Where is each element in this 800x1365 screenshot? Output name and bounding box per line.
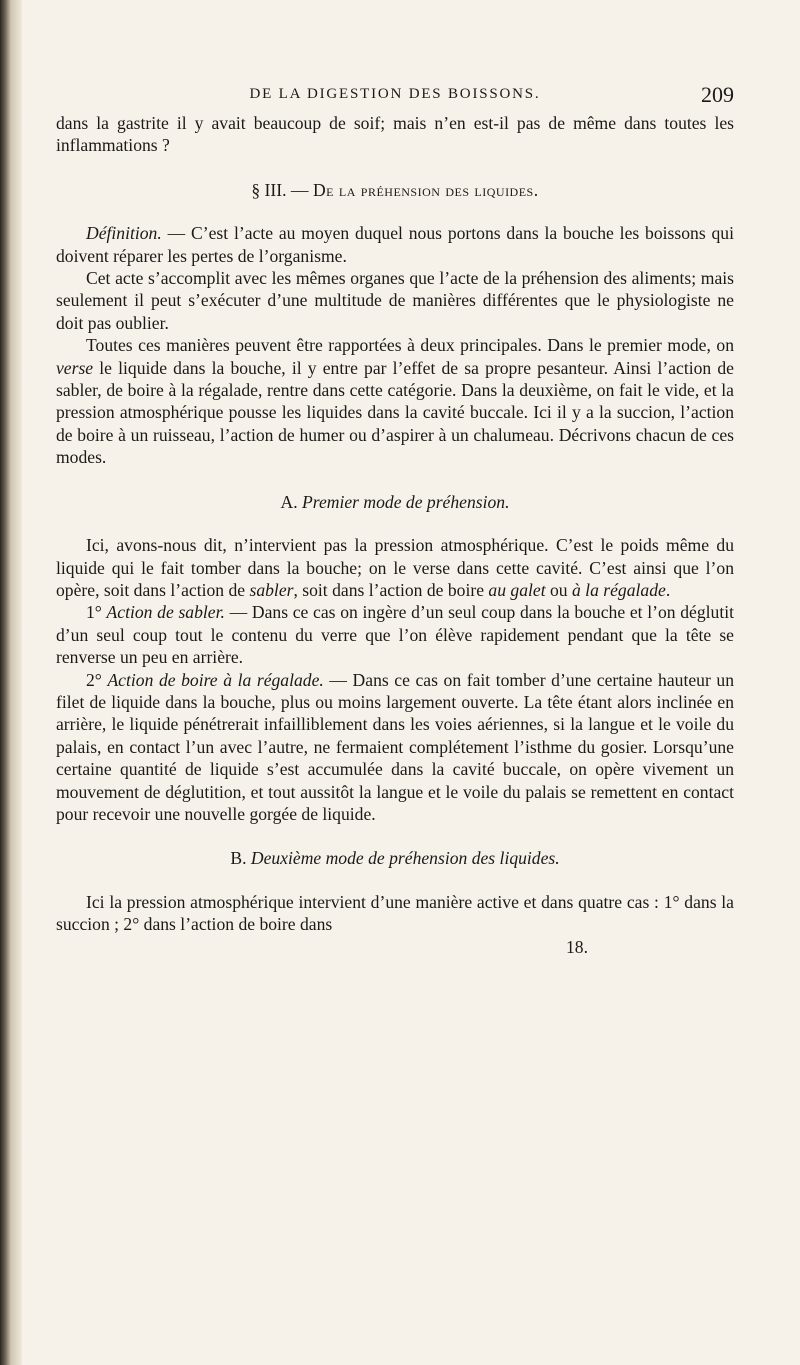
text-run: Ici, avons-nous dit, n’intervient pas la pression atmosphérique. C’est le poids même du liquide qui le fait tomber dans la bouche; on le verse dans cette cavité. C’est ainsi que l’on opère, soit dans l’action de — [56, 535, 734, 600]
subheading-b-title: Deuxième mode de préhension des liquides. — [250, 848, 560, 869]
running-title: DE LA DIGESTION DES BOISSONS. — [249, 86, 541, 102]
emphasis-regalade: à la régalade — [571, 579, 666, 600]
paragraph-continuation: dans la gastrite il y avait beaucoup de soif; mais n’en est-il pas de même dans toutes les inflammations ? — [56, 113, 734, 156]
item-text: — Dans ce cas on ingère d’un seul coup dans la bouche et l’on déglutit d’un seul coup tout le contenu du verre que l’on élève rapidement pendant que la tête se renverse un peu en arrière. — [56, 602, 735, 668]
subheading-a — [56, 491, 734, 513]
item-label: Action de boire à la régalade. — [107, 669, 324, 690]
running-head — [56, 84, 734, 108]
text-run: le liquide dans la bouche, il y entre par l’effet de sa propre pesanteur. Ainsi l’action de sabler, de boire à la régalade, rentre dans cette catégorie. Dans la deuxième, on fait le vide, et la pression atmosphérique pousse les liquides dans la cavité buccale. Ici il y a la succion, l’action de boire à un ruisseau, l’action de humer ou d’aspirer à un chalumeau. Décrivons chacun de ces modes. — [56, 357, 734, 468]
text-run: ou — [545, 579, 572, 600]
paragraph-first-mode — [56, 534, 734, 601]
text-run: . — [665, 579, 671, 600]
definition-text: — C’est l’acte au moyen duquel nous portons dans la bouche les boissons qui doivent réparer les pertes de l’organisme. — [56, 223, 734, 266]
subheading-a-letter: A. — [280, 491, 298, 512]
section-number: § III. — — [251, 179, 309, 200]
section-title: De la préhension des liquides. — [312, 179, 539, 200]
section-heading — [56, 179, 734, 201]
subheading-a-title: Premier mode de préhension. — [302, 491, 510, 512]
item-text: — Dans ce cas on fait tomber d’une certaine hauteur un filet de liquide dans la bouche, plus ou moins largement ouverte. La tête étant alors inclinée en arrière, le liquide pénétrerait infailliblement dans les voies aériennes, si la langue et le voile du palais, en contact l’un avec l’autre, ne fermaient complétement l’isthme du gosier. Lorsqu’une certaine quantité de liquide s’est accumulée dans la cavité buccale, on opère vivement un mouvement de déglutition, et tout aussitôt la langue et le voile du palais se remettent en contact pour recevoir une nouvelle gorgée de liquide. — [56, 669, 734, 824]
signature-mark: 18. — [566, 936, 588, 957]
emphasis-sabler: sabler — [249, 579, 294, 600]
paragraph-sabler — [56, 601, 734, 668]
paragraph-regalade — [56, 669, 734, 826]
item-label: Action de sabler. — [106, 602, 225, 623]
paragraph-second-mode: Ici la pression atmosphérique intervient d’une manière active et dans quatre cas : 1° dans la succion ; 2° dans l’action de boire dans — [56, 891, 734, 935]
definition-label: Définition. — [86, 223, 162, 244]
subheading-b-letter: B. — [230, 848, 247, 869]
paragraph-organs: Cet acte s’accomplit avec les mêmes organes que l’acte de la préhension des aliments; mais seulement il peut s’exécuter d’une multitude de manières différentes que le physiologiste ne doit pas oublier. — [56, 268, 734, 333]
page-number: 209 — [701, 82, 734, 107]
subheading-b — [56, 847, 734, 869]
emphasis-verse: verse — [56, 357, 94, 378]
text-run: Toutes ces manières peuvent être rapportées à deux principales. Dans le premier mode, on — [86, 335, 734, 356]
binding-edge — [0, 0, 22, 1365]
text-run: , soit dans l’action de boire — [293, 579, 489, 600]
paragraph-definition — [56, 222, 734, 267]
emphasis-galet: au galet — [488, 579, 546, 600]
item-number: 1° — [86, 602, 102, 623]
paragraph-modes — [56, 334, 734, 468]
page-body — [56, 112, 734, 958]
item-number: 2° — [86, 669, 102, 690]
